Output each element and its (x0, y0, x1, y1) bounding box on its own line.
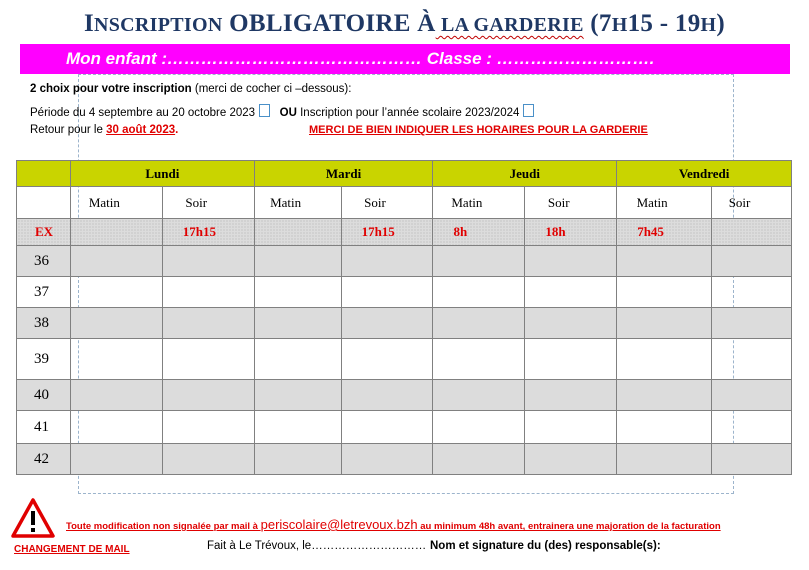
email-link[interactable]: periscolaire@letrevoux.bzh (260, 517, 418, 532)
day-header-row (17, 161, 792, 187)
warning-icon (11, 498, 55, 538)
time-cell[interactable] (341, 308, 433, 339)
week-row (17, 411, 792, 444)
period-checkbox[interactable] (259, 104, 270, 117)
slot-header: Soir (162, 187, 254, 219)
slot-header: Soir (712, 187, 792, 219)
time-cell[interactable] (712, 308, 792, 339)
time-cell[interactable] (254, 308, 341, 339)
example-cell: 8h (433, 219, 525, 246)
week-number: 40 (17, 380, 71, 411)
example-cell (712, 219, 792, 246)
week-number: 39 (17, 339, 71, 380)
modification-warning: Toute modification non signalée par mail à periscolaire@letrevoux.bzh au minimum 48h avant, entrainera une majoration de la facturation (66, 517, 721, 532)
time-cell[interactable] (341, 277, 433, 308)
day-header: Jeudi (433, 161, 617, 187)
example-row (17, 219, 792, 246)
time-cell[interactable] (70, 339, 162, 380)
example-cell: 17h15 (341, 219, 433, 246)
time-cell[interactable] (341, 411, 433, 444)
time-cell[interactable] (433, 444, 525, 475)
time-cell[interactable] (70, 308, 162, 339)
time-cell[interactable] (254, 380, 341, 411)
day-header: Mardi (254, 161, 433, 187)
slot-header-row (17, 187, 792, 219)
time-cell[interactable] (712, 246, 792, 277)
time-cell[interactable] (162, 411, 254, 444)
time-cell[interactable] (70, 246, 162, 277)
time-cell[interactable] (433, 339, 525, 380)
week-row (17, 339, 792, 380)
week-row (17, 246, 792, 277)
time-cell[interactable] (712, 411, 792, 444)
example-cell (254, 219, 341, 246)
hours-notice: MERCI DE BIEN INDIQUER LES HORAIRES POUR LA GARDERIE (309, 124, 648, 136)
time-cell[interactable] (70, 277, 162, 308)
week-number: 42 (17, 444, 71, 475)
slot-header: Matin (617, 187, 712, 219)
time-cell[interactable] (525, 444, 617, 475)
time-cell[interactable] (433, 246, 525, 277)
day-header: Lundi (70, 161, 254, 187)
choices-options: Période du 4 septembre au 20 octobre 2023 OU Inscription pour l’année scolaire 2023/2024 (30, 104, 534, 119)
time-cell[interactable] (162, 277, 254, 308)
week-number: 41 (17, 411, 71, 444)
time-cell[interactable] (525, 411, 617, 444)
week-row (17, 380, 792, 411)
time-cell[interactable] (254, 444, 341, 475)
time-cell[interactable] (617, 380, 712, 411)
time-cell[interactable] (617, 411, 712, 444)
time-cell[interactable] (254, 411, 341, 444)
time-cell[interactable] (712, 277, 792, 308)
time-cell[interactable] (712, 444, 792, 475)
time-cell[interactable] (162, 308, 254, 339)
time-cell[interactable] (433, 380, 525, 411)
time-cell[interactable] (712, 339, 792, 380)
time-cell[interactable] (70, 411, 162, 444)
day-header: Vendredi (617, 161, 792, 187)
slot-header: Soir (341, 187, 433, 219)
time-cell[interactable] (162, 339, 254, 380)
time-cell[interactable] (433, 308, 525, 339)
time-cell[interactable] (341, 339, 433, 380)
slot-header: Soir (525, 187, 617, 219)
time-cell[interactable] (525, 339, 617, 380)
week-number: 36 (17, 246, 71, 277)
schedule-table (16, 160, 792, 475)
time-cell[interactable] (712, 380, 792, 411)
time-cell[interactable] (525, 277, 617, 308)
time-cell[interactable] (525, 380, 617, 411)
time-cell[interactable] (433, 277, 525, 308)
example-cell (70, 219, 162, 246)
example-label: EX (17, 219, 71, 246)
time-cell[interactable] (617, 444, 712, 475)
week-number: 38 (17, 308, 71, 339)
week-row (17, 444, 792, 475)
week-number: 37 (17, 277, 71, 308)
example-cell: 7h45 (617, 219, 712, 246)
slot-header: Matin (254, 187, 341, 219)
year-checkbox[interactable] (523, 104, 534, 117)
time-cell[interactable] (617, 277, 712, 308)
time-cell[interactable] (433, 411, 525, 444)
mail-change-label: CHANGEMENT DE MAIL (14, 544, 130, 555)
week-row (17, 308, 792, 339)
done-at-line: Fait à Le Trévoux, le………………………… (207, 540, 427, 552)
page-title: INSCRIPTION OBLIGATOIRE À LA GARDERIE (7H15 - 19H) (83, 10, 726, 37)
choices-intro: 2 choix pour votre inscription (merci de cocher ci –dessous): (30, 83, 352, 95)
child-class-field[interactable]: Mon enfant :……………………………………… Classe : ………………………. (66, 49, 655, 68)
return-date-line: Retour pour le 30 août 2023. (30, 124, 179, 136)
signature-label: Nom et signature du (des) responsable(s): (430, 540, 661, 552)
time-cell[interactable] (70, 380, 162, 411)
slot-header: Matin (433, 187, 525, 219)
time-cell[interactable] (162, 380, 254, 411)
time-cell[interactable] (617, 308, 712, 339)
example-cell: 18h (525, 219, 617, 246)
example-cell: 17h15 (162, 219, 254, 246)
time-cell[interactable] (341, 246, 433, 277)
time-cell[interactable] (341, 444, 433, 475)
time-cell[interactable] (525, 246, 617, 277)
slot-header: Matin (70, 187, 162, 219)
time-cell[interactable] (254, 339, 341, 380)
time-cell[interactable] (341, 380, 433, 411)
time-cell[interactable] (617, 246, 712, 277)
time-cell[interactable] (254, 277, 341, 308)
time-cell[interactable] (254, 246, 341, 277)
week-row (17, 277, 792, 308)
child-class-banner (20, 44, 790, 74)
time-cell[interactable] (162, 444, 254, 475)
time-cell[interactable] (162, 246, 254, 277)
time-cell[interactable] (70, 444, 162, 475)
time-cell[interactable] (617, 339, 712, 380)
time-cell[interactable] (525, 308, 617, 339)
